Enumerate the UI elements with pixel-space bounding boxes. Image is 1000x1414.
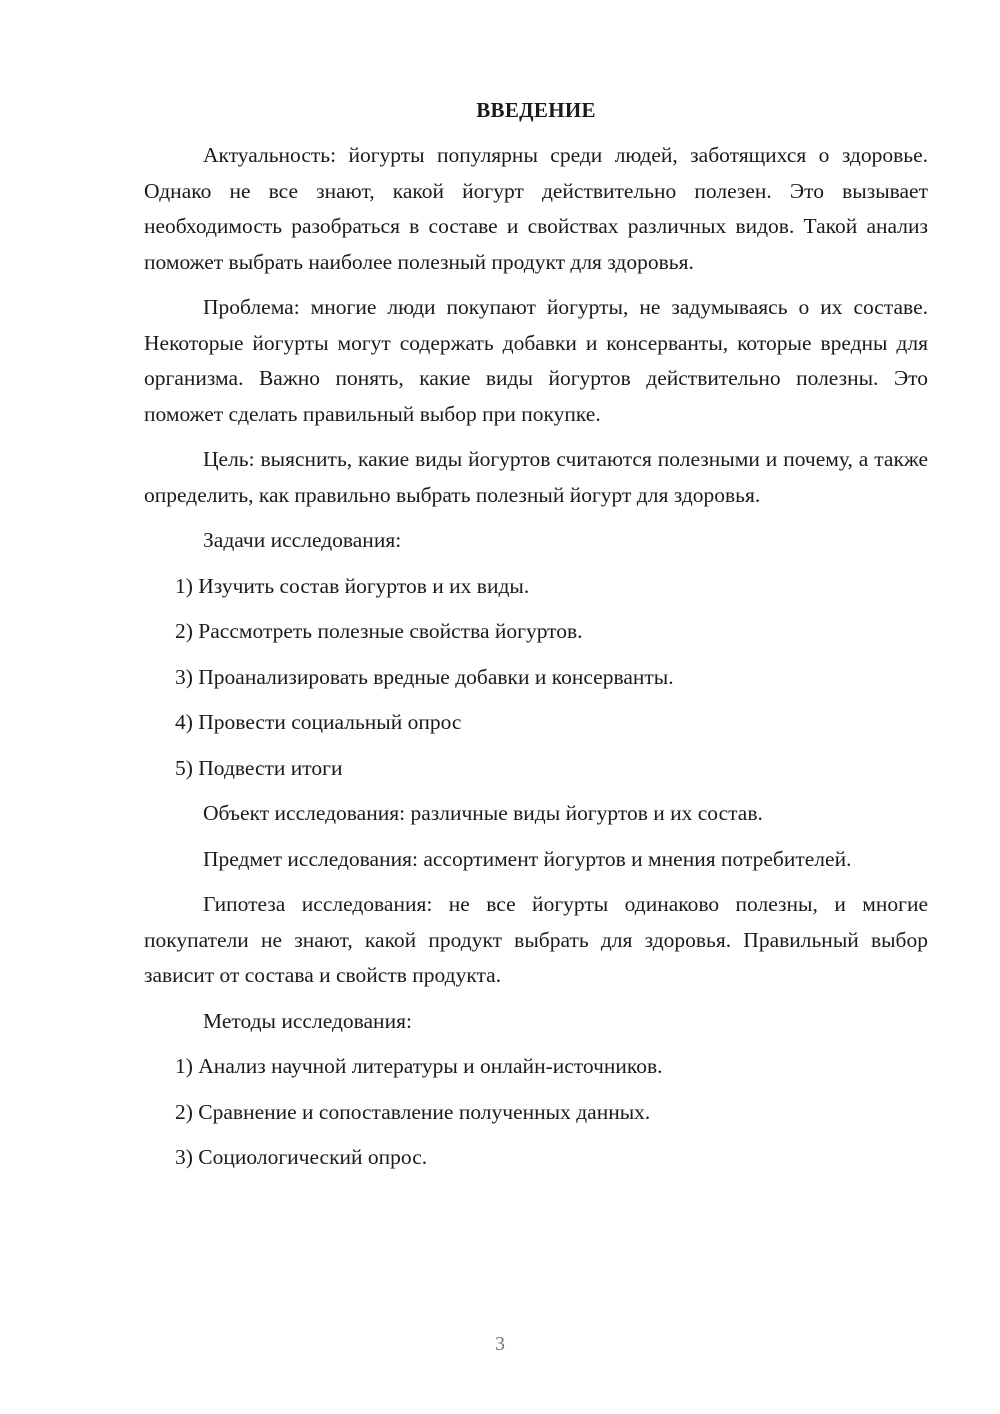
goal-paragraph: Цель: выяснить, какие виды йогуртов считаются полезными и почему, а также определить, как правильно выбрать полезный йогурт для здоровья. bbox=[144, 447, 928, 507]
object-paragraph: Объект исследования: различные виды йогуртов и их состав. bbox=[203, 801, 763, 825]
hypothesis-paragraph: Гипотеза исследования: не все йогурты одинаково полезны, и многие покупатели не знают, какой продукт выбрать для здоровья. Правильный выбор зависит от состава и свойств продукта. bbox=[144, 892, 928, 987]
task-item: 5) Подвести итоги bbox=[175, 755, 343, 780]
document-page bbox=[144, 96, 928, 1186]
subject-paragraph: Предмет исследования: ассортимент йогуртов и мнения потребителей. bbox=[203, 846, 852, 871]
methods-label: Методы исследования: bbox=[203, 1008, 412, 1033]
tasks-label: Задачи исследования: bbox=[203, 528, 402, 552]
tasks-list bbox=[144, 569, 928, 787]
method-item: 3) Социологический опрос. bbox=[175, 1145, 428, 1169]
task-item: 3) Проанализировать вредные добавки и консерванты. bbox=[175, 664, 674, 689]
task-item: 4) Провести социальный опрос bbox=[175, 710, 462, 734]
relevance-paragraph: Актуальность: йогурты популярны среди людей, заботящихся о здоровье. Однако не все знают, какой йогурт действительно полезен. Это вызывает необходимость разобраться в составе и свойствах различных видов. Такой анализ поможет выбрать наиболее полезный продукт для здоровья. bbox=[144, 143, 928, 274]
task-item: 2) Рассмотреть полезные свойства йогуртов. bbox=[175, 619, 583, 643]
methods-list bbox=[144, 1049, 928, 1176]
task-item: 1) Изучить состав йогуртов и их виды. bbox=[175, 573, 530, 598]
method-item: 1) Анализ научной литературы и онлайн-источников. bbox=[175, 1054, 663, 1078]
problem-paragraph: Проблема: многие люди покупают йогурты, не задумываясь о их составе. Некоторые йогурты могут содержать добавки и консерванты, которые вредны для организма. Важно понять, какие виды йогуртов действительно полезны. Это поможет сделать правильный выбор при покупке. bbox=[144, 295, 928, 426]
method-item: 2) Сравнение и сопоставление полученных данных. bbox=[175, 1099, 651, 1124]
section-title: ВВЕДЕНИЕ bbox=[476, 98, 596, 122]
page-number: 3 bbox=[495, 1333, 505, 1355]
